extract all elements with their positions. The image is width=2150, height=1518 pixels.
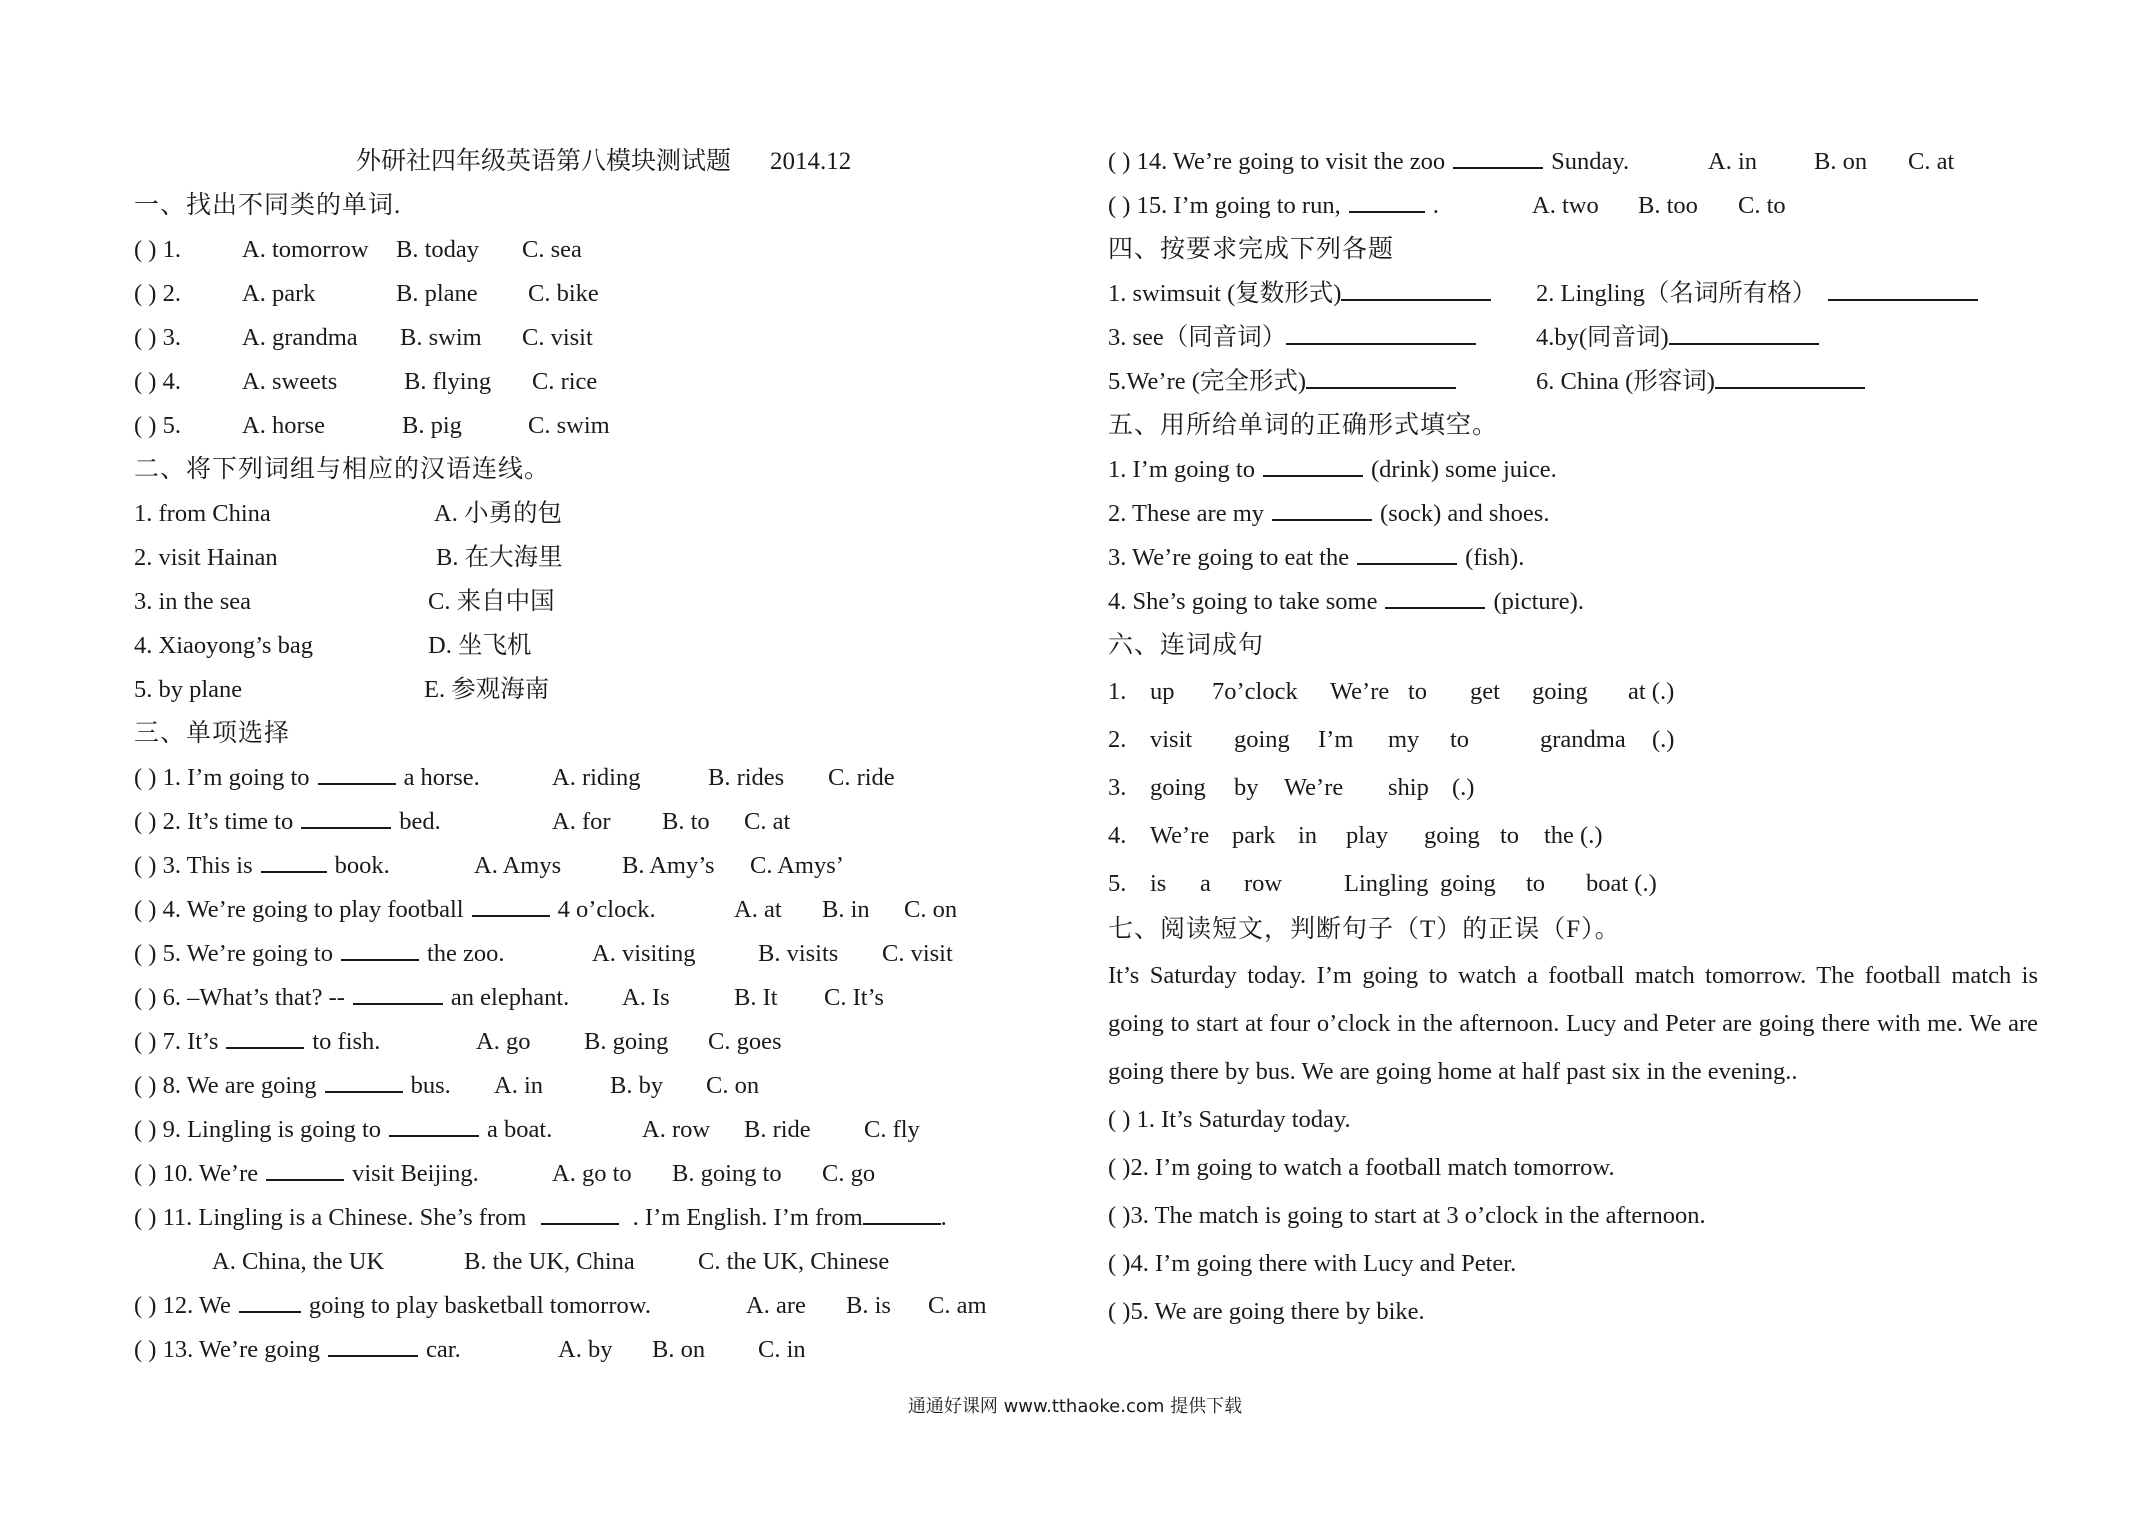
prompt: 2. Lingling（名词所有格）: [1536, 280, 1817, 307]
question-text: to fish.: [312, 1028, 381, 1055]
question-stem: [134, 932, 505, 976]
option-b: B. It: [734, 984, 778, 1011]
fill-in-sentence: [1108, 448, 1557, 492]
odd-one-out-item: [134, 316, 1064, 360]
option-b: B. to: [662, 808, 710, 835]
scrambled-word: at (.): [1628, 678, 1675, 705]
word-order-item: [1108, 812, 2058, 860]
left-column: [134, 140, 1064, 1372]
fill-in-item: [1108, 536, 2058, 580]
scrambled-word: going: [1424, 822, 1480, 849]
option-c: C. rice: [532, 368, 598, 395]
question-text: an elephant.: [450, 984, 570, 1011]
answer-blank[interactable]: [239, 1287, 301, 1313]
question-12: ( ) 12. We going to play basketball tomorrow. A. are B. is C. am: [134, 1284, 1064, 1328]
option-a: A. park: [242, 280, 316, 307]
title-line: [134, 140, 1064, 184]
conversion-right: [1536, 360, 1873, 404]
multiple-choice-item: [134, 976, 1064, 1020]
sentence-end: (drink) some juice.: [1371, 456, 1557, 483]
question-number: ( ) 5.: [134, 412, 181, 439]
option-c: C. It’s: [824, 984, 884, 1011]
question-stem: [134, 1064, 451, 1108]
option-c: C. visit: [882, 940, 953, 967]
prompt: 6. China (形容词): [1536, 368, 1715, 395]
sentence-start: 2. These are my: [1108, 500, 1265, 527]
english-phrase: 1. from China: [134, 500, 271, 527]
scrambled-word: my: [1388, 726, 1420, 753]
scrambled-word: going: [1532, 678, 1588, 705]
matching-item: [134, 580, 1064, 624]
scrambled-word: to: [1500, 822, 1520, 849]
question-text: ( ) 2. It’s time to: [134, 808, 294, 835]
option-c: C. at: [744, 808, 791, 835]
question-number: ( ) 4.: [134, 368, 181, 395]
word-order-item: [1108, 764, 2058, 812]
answer-blank[interactable]: [1715, 363, 1865, 389]
section-7-heading: 七、阅读短文，判断句子（T）的正误（F）。: [1108, 916, 1621, 943]
question-stem: [134, 1020, 380, 1064]
option-b: B. swim: [400, 324, 482, 351]
option-b: B. flying: [404, 368, 492, 395]
true-false-item: [1108, 1240, 2058, 1288]
matching-item: [134, 536, 1064, 580]
multiple-choice-item: [134, 1108, 1064, 1152]
question-text: ( ) 9. Lingling is going to: [134, 1116, 382, 1143]
scrambled-word: going: [1440, 870, 1496, 897]
chinese-meaning: E. 参观海南: [424, 676, 550, 703]
sentence-end: (picture).: [1493, 588, 1584, 615]
multiple-choice-item: [134, 932, 1064, 976]
option-a: A. for: [552, 808, 611, 835]
question-text: ( ) 10. We’re: [134, 1160, 259, 1187]
sentence-end: (sock) and shoes.: [1380, 500, 1550, 527]
option-b: B. plane: [396, 280, 478, 307]
question-stem: [134, 800, 441, 844]
section-7-list: [1108, 1096, 2058, 1336]
option-c: C. on: [706, 1072, 760, 1099]
answer-blank[interactable]: [341, 935, 419, 961]
fill-in-sentence: [1108, 536, 1524, 580]
question-text: ( ) 4. We’re going to play football: [134, 896, 464, 923]
scrambled-word: 7o’clock: [1212, 678, 1298, 705]
scrambled-word: get: [1470, 678, 1500, 705]
option-c: C. ride: [828, 764, 895, 791]
scrambled-word: by: [1234, 774, 1259, 801]
section-4-list: [1108, 272, 2058, 404]
scrambled-word: We’re: [1330, 678, 1390, 705]
conversion-row: [1108, 316, 2058, 360]
question-stem: [134, 1152, 479, 1196]
question-text: ( ) 3. This is: [134, 852, 253, 879]
word-order-item: [1108, 668, 2058, 716]
option-b: B. by: [610, 1072, 664, 1099]
chinese-meaning: D. 坐飞机: [428, 632, 532, 659]
multiple-choice-item: [134, 844, 1064, 888]
question-13: ( ) 13. We’re going car. A. by B. on C. in: [134, 1328, 1064, 1372]
true-false-statement: ( )3. The match is going to start at 3 o’clock in the afternoon.: [1108, 1202, 1706, 1229]
worksheet-date: 2014.12: [770, 148, 852, 175]
item-number: 1.: [1108, 678, 1127, 705]
option-a: A. sweets: [242, 368, 338, 395]
question-text: ( ) 7. It’s: [134, 1028, 219, 1055]
word-order-item: [1108, 716, 2058, 764]
question-text: ( ) 6. –What’s that? --: [134, 984, 345, 1011]
multiple-choice-item: [134, 1020, 1064, 1064]
multiple-choice-item: [134, 1064, 1064, 1108]
odd-one-out-item: [134, 228, 1064, 272]
answer-blank[interactable]: [325, 1067, 403, 1093]
section-1-list: [134, 228, 1064, 448]
answer-blank[interactable]: [1828, 275, 1978, 301]
answer-blank[interactable]: [318, 759, 396, 785]
conversion-row: [1108, 272, 2058, 316]
question-11: ( ) 11. Lingling is a Chinese. She’s from . I’m English. I’m from .: [134, 1196, 1064, 1240]
question-stem: [134, 756, 480, 800]
option-b: B. pig: [402, 412, 462, 439]
right-column: [1108, 140, 2058, 1336]
english-phrase: 2. visit Hainan: [134, 544, 278, 571]
option-a: A. row: [642, 1116, 711, 1143]
section-5-heading: 五、用所给单词的正确形式填空。: [1108, 412, 1499, 439]
answer-blank[interactable]: [1357, 539, 1457, 565]
option-a: A. tomorrow: [242, 236, 369, 263]
prompt: 1. swimsuit (复数形式): [1108, 280, 1342, 307]
true-false-statement: ( )5. We are going there by bike.: [1108, 1298, 1425, 1325]
option-a: A. go to: [552, 1160, 632, 1187]
scrambled-word: Lingling: [1344, 870, 1429, 897]
chinese-meaning: C. 来自中国: [428, 588, 555, 615]
question-text: ( ) 8. We are going: [134, 1072, 317, 1099]
question-text: bed.: [399, 808, 441, 835]
fill-in-item: [1108, 448, 2058, 492]
answer-blank[interactable]: [1263, 451, 1363, 477]
answer-blank[interactable]: [1272, 495, 1372, 521]
scrambled-word: is: [1150, 870, 1167, 897]
sentence-start: 3. We’re going to eat the: [1108, 544, 1350, 571]
question-11-options: A. China, the UK B. the UK, China C. the UK, Chinese: [212, 1248, 890, 1275]
answer-blank[interactable]: [261, 847, 327, 873]
fill-in-sentence: [1108, 580, 1584, 624]
option-b: B. Amy’s: [622, 852, 715, 879]
word-order-item: [1108, 860, 2058, 908]
fill-in-item: [1108, 580, 2058, 624]
footer-credit: 通通好课网 www.tthaoke.com 提供下载: [907, 1396, 1243, 1417]
question-stem: [134, 976, 569, 1020]
scrambled-word: I’m: [1318, 726, 1354, 753]
scrambled-word: in: [1298, 822, 1318, 849]
question-15: ( ) 15. I’m going to run, . A. two B. too C. to: [1108, 184, 2058, 228]
scrambled-word: ship: [1388, 774, 1429, 801]
section-1-heading: 一、找出不同类的单词.: [134, 192, 402, 219]
option-a: A. in: [494, 1072, 543, 1099]
question-text: visit Beijing.: [352, 1160, 479, 1187]
scrambled-word: We’re: [1284, 774, 1344, 801]
matching-item: [134, 624, 1064, 668]
answer-blank[interactable]: [541, 1199, 619, 1225]
section-6-heading: 六、连词成句: [1108, 632, 1265, 659]
scrambled-word: park: [1232, 822, 1276, 849]
answer-blank[interactable]: [1385, 583, 1485, 609]
odd-one-out-item: [134, 404, 1064, 448]
sentence-end: (fish).: [1465, 544, 1525, 571]
true-false-statement: ( ) 1. It’s Saturday today.: [1108, 1106, 1351, 1133]
question-number: ( ) 1.: [134, 236, 181, 263]
conversion-right: [1536, 316, 1827, 360]
answer-blank[interactable]: [863, 1199, 941, 1225]
chinese-meaning: A. 小勇的包: [434, 500, 562, 527]
option-c: C. goes: [708, 1028, 782, 1055]
prompt: 5.We’re (完全形式): [1108, 368, 1307, 395]
true-false-statement: ( )2. I’m going to watch a football match tomorrow.: [1108, 1154, 1615, 1181]
option-b: B. in: [822, 896, 870, 923]
option-c: C. bike: [528, 280, 599, 307]
matching-item: [134, 668, 1064, 712]
question-text: a horse.: [403, 764, 480, 791]
answer-blank[interactable]: [1349, 187, 1425, 213]
question-text: book.: [334, 852, 390, 879]
odd-one-out-item: [134, 272, 1064, 316]
question-stem: [134, 844, 390, 888]
scrambled-word: We’re: [1150, 822, 1210, 849]
multiple-choice-item: [134, 888, 1064, 932]
option-b: B. visits: [758, 940, 839, 967]
option-b: B. going to: [672, 1160, 782, 1187]
option-c: C. Amys’: [750, 852, 844, 879]
prompt: 3. see（同音词）: [1108, 324, 1287, 351]
scrambled-word: to: [1408, 678, 1428, 705]
english-phrase: 3. in the sea: [134, 588, 252, 615]
sentence-start: 4. She’s going to take some: [1108, 588, 1378, 615]
answer-blank[interactable]: [472, 891, 550, 917]
true-false-item: [1108, 1288, 2058, 1336]
section-2-list: [134, 492, 1064, 712]
answer-blank[interactable]: [389, 1111, 479, 1137]
option-a: A. at: [734, 896, 782, 923]
option-b: B. rides: [708, 764, 785, 791]
conversion-left: [1108, 360, 1456, 404]
scrambled-word: going: [1234, 726, 1290, 753]
question-14: ( ) 14. We’re going to visit the zoo Sunday. A. in B. on C. at: [1108, 140, 2058, 184]
section-5-list: [1108, 448, 2058, 624]
option-b: B. ride: [744, 1116, 811, 1143]
section-4-heading: 四、按要求完成下列各题: [1108, 236, 1395, 263]
option-c: C. on: [904, 896, 958, 923]
conversion-left: [1108, 272, 1491, 316]
conversion-left: [1108, 316, 1476, 360]
scrambled-word: the (.): [1544, 822, 1603, 849]
scrambled-word: to: [1526, 870, 1546, 897]
chinese-meaning: B. 在大海里: [436, 544, 563, 571]
section-3-heading: 三、单项选择: [134, 720, 291, 747]
answer-blank[interactable]: [1669, 319, 1819, 345]
question-stem: [134, 1108, 552, 1152]
question-text: 4 o’clock.: [557, 896, 656, 923]
multiple-choice-item: [134, 800, 1064, 844]
option-c: C. swim: [528, 412, 610, 439]
option-a: A. Amys: [474, 852, 562, 879]
multiple-choice-item: [134, 756, 1064, 800]
english-phrase: 5. by plane: [134, 676, 243, 703]
answer-blank[interactable]: [226, 1023, 304, 1049]
question-stem: [134, 888, 656, 932]
option-b: B. going: [584, 1028, 669, 1055]
sentence-start: 1. I’m going to: [1108, 456, 1255, 483]
option-a: A. riding: [552, 764, 641, 791]
true-false-item: [1108, 1144, 2058, 1192]
true-false-item: [1108, 1192, 2058, 1240]
scrambled-word: going: [1150, 774, 1206, 801]
option-c: C. sea: [522, 236, 582, 263]
scrambled-word: up: [1150, 678, 1175, 705]
reading-passage: It’s Saturday today. I’m going to watch a football match tomorrow. The football match is going to start at four o’clock in the afternoon. Lucy and Peter are going there with me. We are going there by bus. We are going home at half past six in the evening..: [1108, 962, 2038, 1085]
option-c: C. fly: [864, 1116, 920, 1143]
option-c: C. visit: [522, 324, 593, 351]
scrambled-word: grandma: [1540, 726, 1626, 753]
scrambled-word: (.): [1452, 774, 1475, 801]
question-text: ( ) 5. We’re going to: [134, 940, 333, 967]
answer-blank[interactable]: [1286, 319, 1476, 345]
conversion-right: [1536, 272, 1986, 316]
scrambled-word: visit: [1150, 726, 1193, 753]
answer-blank[interactable]: [1453, 143, 1543, 169]
answer-blank[interactable]: [1306, 363, 1456, 389]
option-b: B. today: [396, 236, 480, 263]
option-a: A. grandma: [242, 324, 358, 351]
worksheet-title: 外研社四年级英语第八模块测试题: [356, 148, 732, 175]
scrambled-word: a: [1200, 870, 1211, 897]
scrambled-word: (.): [1652, 726, 1675, 753]
item-number: 5.: [1108, 870, 1127, 897]
fill-in-item: [1108, 492, 2058, 536]
section-2-heading: 二、将下列词组与相应的汉语连线。: [134, 456, 551, 483]
true-false-item: [1108, 1096, 2058, 1144]
answer-blank[interactable]: [353, 979, 443, 1005]
question-number: ( ) 2.: [134, 280, 181, 307]
question-text: the zoo.: [426, 940, 505, 967]
question-text: bus.: [410, 1072, 451, 1099]
conversion-row: [1108, 360, 2058, 404]
option-a: A. go: [476, 1028, 531, 1055]
answer-blank[interactable]: [328, 1331, 418, 1357]
section-3-list: [134, 756, 1064, 1196]
answer-blank[interactable]: [1341, 275, 1491, 301]
scrambled-word: play: [1346, 822, 1389, 849]
question-number: ( ) 3.: [134, 324, 181, 351]
item-number: 4.: [1108, 822, 1127, 849]
true-false-statement: ( )4. I’m going there with Lucy and Peter.: [1108, 1250, 1517, 1277]
question-text: ( ) 1. I’m going to: [134, 764, 310, 791]
item-number: 2.: [1108, 726, 1127, 753]
scrambled-word: boat (.): [1586, 870, 1657, 897]
option-a: A. horse: [242, 412, 326, 439]
scrambled-word: row: [1244, 870, 1283, 897]
scrambled-word: to: [1450, 726, 1470, 753]
multiple-choice-item: [134, 1152, 1064, 1196]
english-phrase: 4. Xiaoyong’s bag: [134, 632, 313, 659]
answer-blank[interactable]: [301, 803, 391, 829]
question-text: a boat.: [487, 1116, 553, 1143]
option-a: A. visiting: [592, 940, 696, 967]
item-number: 3.: [1108, 774, 1127, 801]
matching-item: [134, 492, 1064, 536]
answer-blank[interactable]: [266, 1155, 344, 1181]
odd-one-out-item: [134, 360, 1064, 404]
option-c: C. go: [822, 1160, 876, 1187]
fill-in-sentence: [1108, 492, 1549, 536]
prompt: 4.by(同音词): [1536, 324, 1669, 351]
option-a: A. Is: [622, 984, 670, 1011]
section-6-list: [1108, 668, 2058, 908]
